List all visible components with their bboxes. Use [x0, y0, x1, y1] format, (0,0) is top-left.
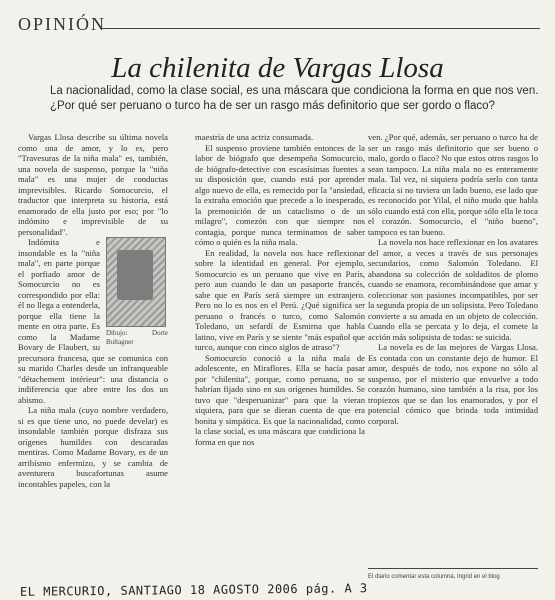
top-rule: [100, 28, 540, 29]
footer-note: El diario comentar esta columna, Ingrid en el blog: [368, 574, 500, 580]
illustration-block: [106, 237, 168, 347]
column-1: [18, 132, 168, 489]
deck-subtitle: La nacionalidad, como la clase social, es una máscara que condiciona la forma en que nos ven. ¿Por qué ser peruano o turco ha de ser un rasgo más definitorio que ser gordo o flaco?: [50, 85, 539, 112]
portrait-figure: [117, 250, 153, 300]
paragraph: Vargas Llosa describe su última novela como una de amor, y lo es, pero "Travesuras de la niña mala" es, también, una novela de suspenso, porque la "niña mala" es una mujer de conductas imprevisibles. Ricardo Somocurcio, el traductor que interpreta su historia, está enamorado de ella justo por eso; por "lo indómito e imprevisible de su personalidad".: [18, 132, 168, 237]
paragraph: La novela nos hace reflexionar en los avatares del amor, a veces a través de sus personajes secundarios, como Salomón Toledano. El abandona su colección de soldaditos de plomo cuando se enamora, recombinándose que amar y coleccionar son pasiones incompatibles, por ser la segunda propia de un solipsista. Pero Toledano convierte a su amada en un objeto de colección. Cuando ella se percata y lo deja, el comete la acción más solipsista de todas: se suicida.: [368, 237, 538, 342]
photo-caption: Dibujo: Dorte Bultagner: [106, 329, 168, 346]
handwritten-source-note: EL MERCURIO, SANTIAGO 18 AGOSTO 2006 pág. A 3: [19, 581, 368, 599]
column-3: [368, 132, 538, 426]
paragraph: El suspenso proviene también entonces de la labor de biógrafo que desempeña Somocurcio, de biógrafo-detective con escasísimas fuentes a su disposición que, cuando está por aprender algo nuevo de ella, es remecido por la "ansiedad, la extraña emoción que precede a lo inesperado, la premonición de un cataclismo o de un milagro", comezón con que siempre nos contagia, porque nunca terminamos de saber cómo o quién es la niña mala.: [195, 142, 365, 247]
portrait-illustration: [106, 237, 166, 327]
paragraph: maestría de una actriz consumada.: [195, 132, 314, 142]
column-2: [195, 132, 365, 447]
paragraph: La novela es de las mejores de Vargas Llosa. Es contada con un constante dejo de humor. El amor, después de todo, nos expone no sólo al suspenso, por el misterio que envuelve a todo corazón humano, sino también a la risa, por los tropiezos que se dan los enamorados, y por el potencial cómico que brinda toda intimidad corporal.: [368, 342, 538, 426]
bottom-rule: [368, 568, 538, 569]
paragraph: Somocurcio conoció a la niña mala de adolescente, en Miraflores. Ella se hacía pasar por "chilenita", porque, como peruana, no se habrían fijado sino en sus orígenes humildes. Se tuvo que "desperuanizar" para que la vieran siquiera, para que se dieran cuenta de que era bonita y simpática. Es que la nacionalidad, como la clase social, es una máscara que condiciona la forma en que nos: [195, 352, 365, 447]
paragraph: ven. ¿Por qué, además, ser peruano o turco ha de ser un rasgo más definitorio que ser bueno o malo, gordo o flaco? No que estos otros rasgos lo sean tampoco. La niña mala no es enteramente mala. Tal vez, ni siquiera podría serlo con tanta eficacia si no tuviera un lado bueno, ese lado que es reconocido por Yilal, el niño mudo que habla sólo cuando está con ella, porque sólo ella le toca el corazón. Somocurcio, el "niño bueno", tampoco es tan bueno.: [368, 132, 538, 237]
paragraph: Indómita e insondable es la "niña mala", en parte porque el porfiado amor de Somocurcio no es correspondido por ella: él no llega a entenderla, porque ella tiene la mente en otra parte. Es como la Madame Bovary de Flaubert, su precursora francesa, que se comunica con su marido Charles desde un infranqueable "détachement intérieur": una distancia o indiferencia que abre entre los dos un abismo.: [18, 237, 168, 405]
headline: La chilenita de Vargas Llosa: [111, 52, 444, 84]
paragraph: La niña mala (cuyo nombre verdadero, si es que tiene uno, no puede develar) es insondable también porque disfraza sus orígenes humildes con descaradas mentiras. Como Madame Bovary, es de un arribismo enfermizo, y se cambia de aventurera buscafortunas asume incontables papeles, con la: [18, 405, 168, 489]
section-label: OPINIÓN: [18, 14, 106, 34]
paragraph: En realidad, la novela nos hace reflexionar sobre la identidad en general. Por ejemplo, Somocurcio es un peruano que vive en París, pero aun cuando le dan un pasaporte francés, sabe que en París será siempre un extranjero. Pero no lo es nos en el Perú. ¿Qué significa ser peruano o francés o turco, como Salomón Toledano, un sefardí de Esmirna que habla latino, vive en París y se siente "más español que turco, aunque con cinco siglos de atraso"?: [195, 247, 365, 352]
